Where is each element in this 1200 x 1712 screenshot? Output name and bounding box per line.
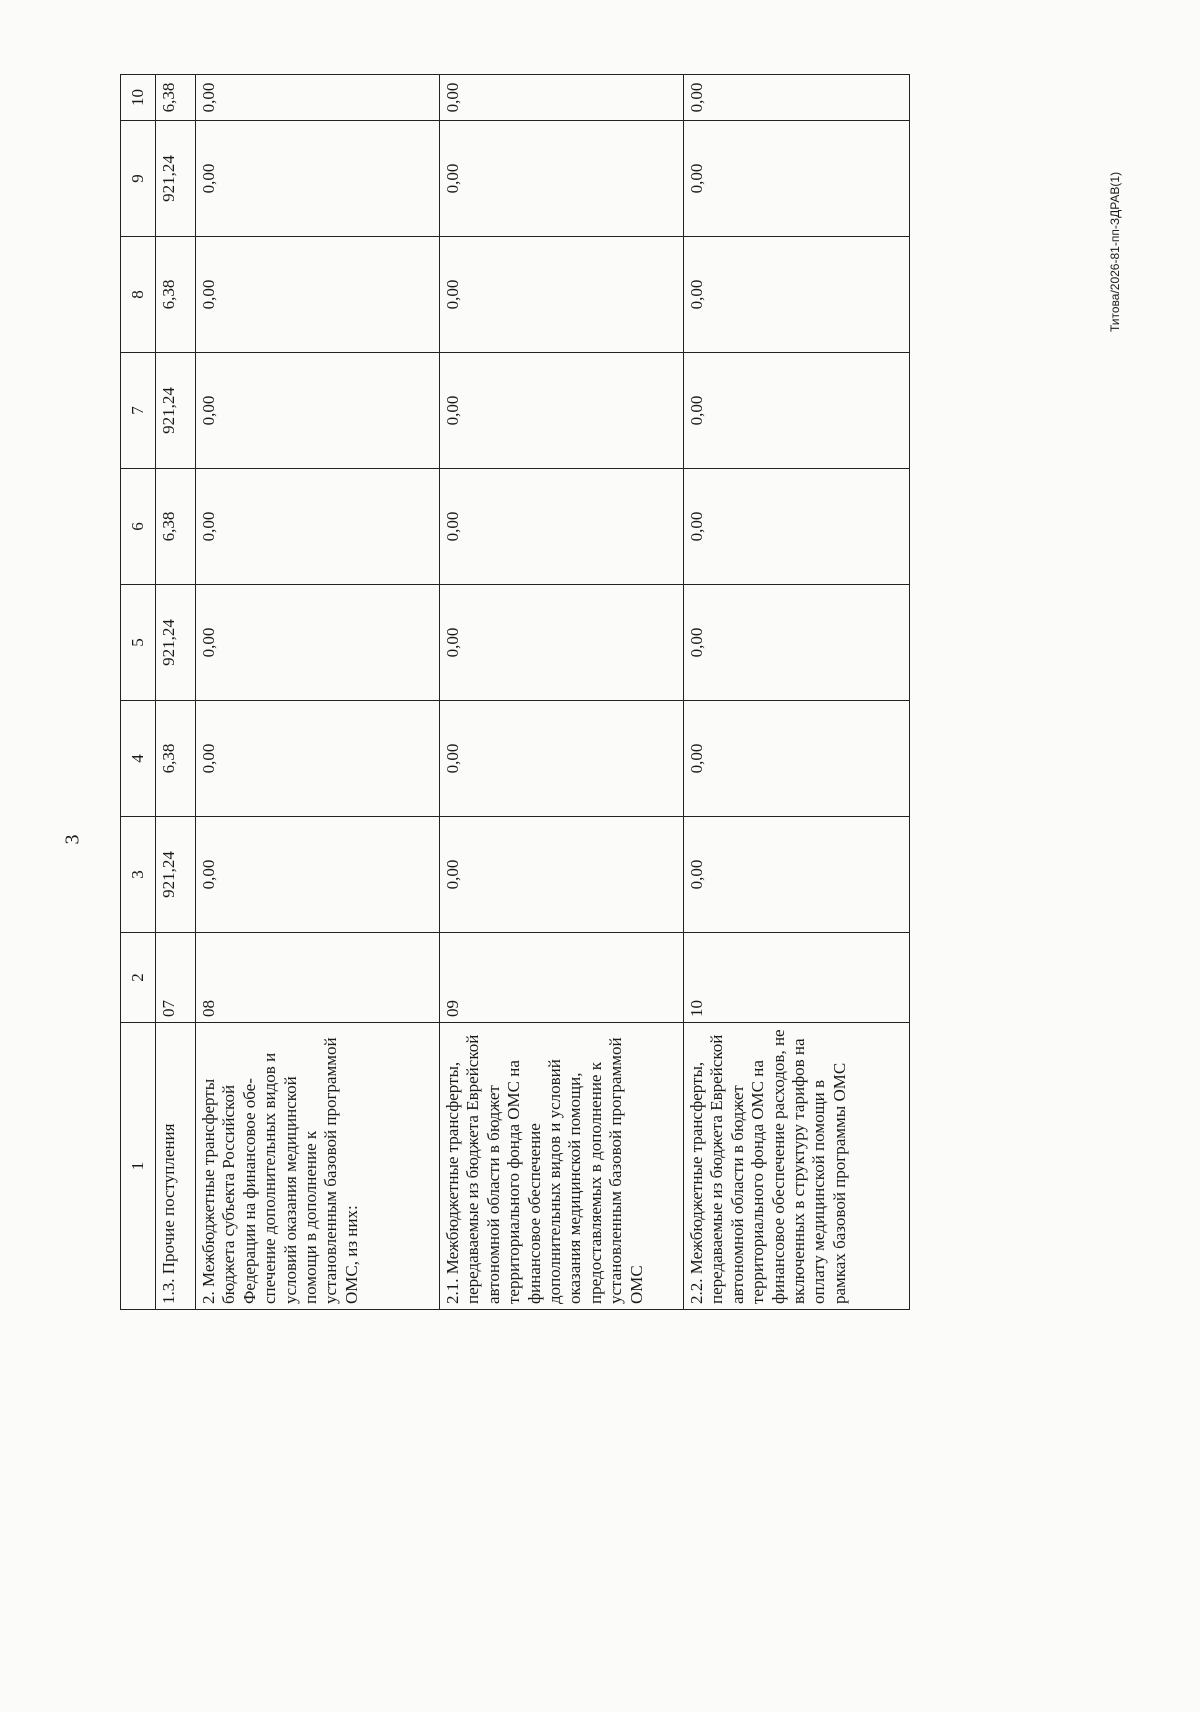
header-cell: 7 (121, 353, 156, 469)
document-id-text: Титова/2026-81-пп-ЗДРАВ(1) (1108, 171, 1122, 332)
value-cell: 0,00 (196, 701, 440, 817)
table-row (156, 75, 196, 1310)
row-label: 2. Межбюджетные трансферты бюджета субъекта Российской Федерации на финансовое обе-спечение дополнительных видов и условий оказания медицинской помощи в дополнение к установленным базовой программой ОМС, из них: (196, 1023, 440, 1310)
row-code: 07 (156, 933, 196, 1023)
row-code: 09 (440, 933, 684, 1023)
value-cell: 0,00 (196, 353, 440, 469)
table-row (684, 75, 910, 1310)
value-cell: 0,00 (196, 469, 440, 585)
value-cell: 0,00 (440, 817, 684, 933)
value-cell: 0,00 (196, 237, 440, 353)
value-cell: 6,38 (156, 237, 196, 353)
value-cell: 0,00 (440, 585, 684, 701)
value-cell: 0,00 (440, 237, 684, 353)
value-cell: 0,00 (196, 585, 440, 701)
value-cell: 0,00 (684, 817, 910, 933)
value-cell: 0,00 (440, 75, 684, 121)
table-row (196, 75, 440, 1310)
header-cell: 3 (121, 817, 156, 933)
value-cell: 921,24 (156, 585, 196, 701)
value-cell: 0,00 (196, 75, 440, 121)
header-cell: 2 (121, 933, 156, 1023)
value-cell: 0,00 (684, 353, 910, 469)
row-label: 1.3. Прочие поступления (156, 1023, 196, 1310)
header-cell: 8 (121, 237, 156, 353)
value-cell: 0,00 (440, 121, 684, 237)
header-cell: 1 (121, 1023, 156, 1310)
value-cell: 921,24 (156, 353, 196, 469)
value-cell: 0,00 (196, 121, 440, 237)
header-cell: 9 (121, 121, 156, 237)
header-cell: 5 (121, 585, 156, 701)
page-number: 3 (61, 834, 84, 845)
header-row (121, 75, 156, 1310)
value-cell: 6,38 (156, 75, 196, 121)
value-cell: 0,00 (684, 121, 910, 237)
value-cell: 0,00 (684, 701, 910, 817)
header-cell: 6 (121, 469, 156, 585)
value-cell: 0,00 (684, 75, 910, 121)
row-code: 08 (196, 933, 440, 1023)
header-cell: 4 (121, 701, 156, 817)
row-label: 2.2. Межбюджетные трансферты, передаваемые из бюджета Еврейской автономной области в бюджет территориального фонда ОМС на финансовое обеспечение расходов, не включенных в структуру тарифов на оплату медицинской помощи в рамках базовой программы ОМС (684, 1023, 910, 1310)
row-label: 2.1. Межбюджетные трансферты, передаваемые из бюджета Еврейской автономной области в бюджет территориального фонда ОМС на финансовое обеспечение дополнительных видов и условий оказания медицинской помощи, предоставляемых в дополнение к установленным базовой программой ОМС (440, 1023, 684, 1310)
rotated-table-wrapper (120, 75, 908, 1310)
value-cell: 0,00 (684, 469, 910, 585)
value-cell: 0,00 (684, 237, 910, 353)
value-cell: 0,00 (440, 353, 684, 469)
financial-table (120, 74, 910, 1310)
row-code: 10 (684, 933, 910, 1023)
value-cell: 0,00 (196, 817, 440, 933)
value-cell: 0,00 (684, 585, 910, 701)
value-cell: 921,24 (156, 817, 196, 933)
value-cell: 0,00 (440, 469, 684, 585)
value-cell: 6,38 (156, 469, 196, 585)
value-cell: 0,00 (440, 701, 684, 817)
value-cell: 6,38 (156, 701, 196, 817)
value-cell: 921,24 (156, 121, 196, 237)
table-row (440, 75, 684, 1310)
header-cell: 10 (121, 75, 156, 121)
